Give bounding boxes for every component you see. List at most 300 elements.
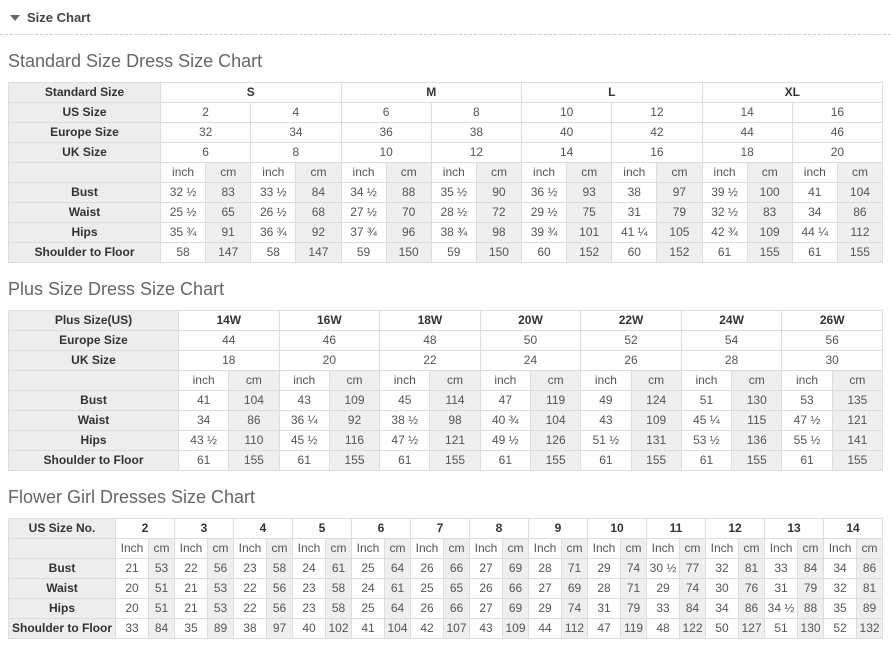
measure-value-cell: 26 — [411, 599, 444, 619]
measure-value-cell: 98 — [430, 411, 480, 431]
measure-value-cell: 79 — [621, 599, 647, 619]
measure-value-cell: 155 — [832, 451, 882, 471]
accordion-title: Size Chart — [27, 10, 91, 25]
measure-value-cell: 61 — [326, 559, 352, 579]
measure-value-cell: 34 — [706, 599, 739, 619]
measure-value-cell: 72 — [476, 203, 521, 223]
measure-value-cell: 83 — [747, 203, 792, 223]
measure-value-cell: 104 — [837, 183, 882, 203]
measure-value-cell: 35 ½ — [431, 183, 476, 203]
measure-value-cell: 84 — [680, 599, 706, 619]
measure-value-cell: 60 — [612, 243, 657, 263]
measure-value-cell: 59 — [341, 243, 386, 263]
measure-value-cell: 40 ¾ — [480, 411, 530, 431]
measure-value-cell: 43 ½ — [179, 431, 229, 451]
measure-value-cell: 155 — [329, 451, 379, 471]
size-value-cell: 46 — [792, 123, 882, 143]
measure-value-cell: 152 — [657, 243, 702, 263]
measure-value-cell: 39 ½ — [702, 183, 747, 203]
measure-value-cell: 32 ½ — [702, 203, 747, 223]
measure-value-cell: 84 — [798, 559, 824, 579]
measure-value-cell: 38 — [234, 619, 267, 639]
measure-value-cell: 30 ½ — [647, 559, 680, 579]
size-value-cell: 2 — [161, 103, 251, 123]
measure-value-cell: 56 — [267, 579, 293, 599]
unit-cm-cell: cm — [296, 163, 341, 183]
measurement-row — [9, 431, 883, 451]
unit-inch-cell: Inch — [588, 539, 621, 559]
measure-value-cell: 50 — [706, 619, 739, 639]
measure-value-cell: 58 — [267, 559, 293, 579]
measure-value-cell: 86 — [857, 559, 883, 579]
measure-value-cell: 90 — [476, 183, 521, 203]
row-label-cell: Shoulder to Floor — [9, 451, 179, 471]
size-value-cell: 44 — [702, 123, 792, 143]
measure-value-cell: 88 — [386, 183, 431, 203]
measure-value-cell: 112 — [562, 619, 588, 639]
measure-value-cell: 31 — [765, 579, 798, 599]
measure-value-cell: 21 — [175, 579, 208, 599]
measure-value-cell: 25 — [352, 559, 385, 579]
standard-size-table — [8, 82, 883, 263]
measure-value-cell: 20 — [116, 599, 149, 619]
measure-value-cell: 150 — [386, 243, 431, 263]
unit-cm-cell: cm — [747, 163, 792, 183]
unit-cm-cell: cm — [732, 371, 782, 391]
measure-value-cell: 86 — [739, 599, 765, 619]
measure-value-cell: 119 — [530, 391, 580, 411]
measure-value-cell: 155 — [530, 451, 580, 471]
measure-value-cell: 48 — [647, 619, 680, 639]
size-value-cell: 42 — [612, 123, 702, 143]
measure-value-cell: 110 — [229, 431, 279, 451]
measure-value-cell: 81 — [739, 559, 765, 579]
size-value-cell: 28 — [681, 351, 782, 371]
size-value-cell: 56 — [782, 331, 883, 351]
size-value-cell: 34 — [251, 123, 341, 143]
measure-value-cell: 51 — [765, 619, 798, 639]
measure-value-cell: 53 ½ — [681, 431, 731, 451]
measure-value-cell: 34 — [824, 559, 857, 579]
unit-inch-cell: inch — [431, 163, 476, 183]
measure-value-cell: 122 — [680, 619, 706, 639]
unit-cm-cell: cm — [562, 539, 588, 559]
measure-value-cell: 28 — [529, 559, 562, 579]
unit-inch-cell: Inch — [175, 539, 208, 559]
size-value-cell: 16 — [792, 103, 882, 123]
measure-value-cell: 58 — [326, 599, 352, 619]
measure-value-cell: 68 — [296, 203, 341, 223]
unit-cm-cell: cm — [329, 371, 379, 391]
measure-value-cell: 121 — [832, 411, 882, 431]
measure-value-cell: 27 — [470, 599, 503, 619]
measure-value-cell: 74 — [621, 559, 647, 579]
measure-value-cell: 104 — [530, 411, 580, 431]
measure-value-cell: 40 — [293, 619, 326, 639]
measure-value-cell: 66 — [444, 599, 470, 619]
measure-value-cell: 127 — [739, 619, 765, 639]
measure-value-cell: 38 — [612, 183, 657, 203]
size-value-cell: 18 — [702, 143, 792, 163]
table-row — [9, 519, 883, 539]
measure-value-cell: 58 — [251, 243, 296, 263]
size-group-cell: 3 — [175, 519, 234, 539]
measure-value-cell: 141 — [832, 431, 882, 451]
row-label-cell: Hips — [9, 223, 161, 243]
measure-value-cell: 92 — [296, 223, 341, 243]
measure-value-cell: 83 — [206, 183, 251, 203]
measure-value-cell: 64 — [385, 599, 411, 619]
measure-value-cell: 39 ¾ — [522, 223, 567, 243]
measure-value-cell: 92 — [329, 411, 379, 431]
measure-value-cell: 88 — [798, 599, 824, 619]
size-value-cell: 50 — [480, 331, 581, 351]
measure-value-cell: 114 — [430, 391, 480, 411]
measure-value-cell: 155 — [229, 451, 279, 471]
measure-value-cell: 45 ½ — [279, 431, 329, 451]
measure-value-cell: 35 — [824, 599, 857, 619]
measure-value-cell: 32 — [706, 559, 739, 579]
measure-value-cell: 130 — [798, 619, 824, 639]
measure-value-cell: 43 — [279, 391, 329, 411]
unit-inch-cell: Inch — [529, 539, 562, 559]
table-row — [9, 351, 883, 371]
measure-value-cell: 32 ½ — [161, 183, 206, 203]
unit-cm-cell: cm — [631, 371, 681, 391]
measure-value-cell: 130 — [732, 391, 782, 411]
measure-value-cell: 53 — [149, 559, 175, 579]
measure-value-cell: 22 — [234, 579, 267, 599]
measure-value-cell: 23 — [234, 559, 267, 579]
measure-value-cell: 33 — [765, 559, 798, 579]
measure-value-cell: 79 — [798, 579, 824, 599]
measure-value-cell: 89 — [857, 599, 883, 619]
unit-inch-cell: Inch — [647, 539, 680, 559]
size-group-cell: 9 — [529, 519, 588, 539]
measure-value-cell: 52 — [824, 619, 857, 639]
size-value-cell: 6 — [341, 103, 431, 123]
unit-inch-cell: inch — [341, 163, 386, 183]
measure-value-cell: 30 — [706, 579, 739, 599]
unit-inch-cell: Inch — [706, 539, 739, 559]
unit-row-corner-cell — [9, 163, 161, 183]
unit-row-corner-cell — [9, 371, 179, 391]
measure-value-cell: 21 — [116, 559, 149, 579]
size-group-cell: 24W — [681, 311, 782, 331]
measure-value-cell: 150 — [476, 243, 521, 263]
size-value-cell: 38 — [431, 123, 521, 143]
measure-value-cell: 104 — [229, 391, 279, 411]
measure-value-cell: 91 — [206, 223, 251, 243]
unit-cm-cell: cm — [229, 371, 279, 391]
flower-girl-section — [8, 487, 883, 639]
measure-value-cell: 37 ¾ — [341, 223, 386, 243]
measure-value-cell: 61 — [792, 243, 837, 263]
measurement-row — [9, 559, 883, 579]
measure-value-cell: 26 — [470, 579, 503, 599]
measure-value-cell: 79 — [657, 203, 702, 223]
size-group-cell: 10 — [588, 519, 647, 539]
measure-value-cell: 112 — [837, 223, 882, 243]
measure-value-cell: 22 — [234, 599, 267, 619]
row-label-cell: Europe Size — [9, 331, 179, 351]
measure-value-cell: 24 — [352, 579, 385, 599]
size-value-cell: 36 — [341, 123, 431, 143]
measurement-row — [9, 599, 883, 619]
measure-value-cell: 76 — [739, 579, 765, 599]
size-group-cell: 4 — [234, 519, 293, 539]
measure-value-cell: 61 — [380, 451, 430, 471]
measure-value-cell: 24 — [293, 559, 326, 579]
plus-size-table — [8, 310, 883, 471]
size-group-cell: 22W — [581, 311, 682, 331]
measure-value-cell: 25 ½ — [161, 203, 206, 223]
measure-value-cell: 36 ¾ — [251, 223, 296, 243]
measure-value-cell: 152 — [567, 243, 612, 263]
size-value-cell: 46 — [279, 331, 380, 351]
measure-value-cell: 61 — [480, 451, 530, 471]
measure-value-cell: 26 ½ — [251, 203, 296, 223]
unit-cm-cell: cm — [857, 539, 883, 559]
unit-cm-cell: cm — [503, 539, 529, 559]
row-label-cell: Standard Size — [9, 83, 161, 103]
size-group-cell: M — [341, 83, 522, 103]
size-value-cell: 20 — [279, 351, 380, 371]
unit-cm-cell: cm — [386, 163, 431, 183]
size-value-cell: 12 — [612, 103, 702, 123]
measure-value-cell: 41 ¼ — [612, 223, 657, 243]
row-label-cell: UK Size — [9, 143, 161, 163]
measure-value-cell: 27 ½ — [341, 203, 386, 223]
unit-inch-cell: inch — [161, 163, 206, 183]
row-label-cell: Bust — [9, 183, 161, 203]
unit-cm-cell: cm — [798, 539, 824, 559]
measure-value-cell: 34 ½ — [341, 183, 386, 203]
measure-value-cell: 135 — [832, 391, 882, 411]
measurement-row — [9, 619, 883, 639]
measure-value-cell: 27 — [529, 579, 562, 599]
measure-value-cell: 38 ½ — [380, 411, 430, 431]
measure-value-cell: 47 ½ — [782, 411, 832, 431]
measure-value-cell: 58 — [326, 579, 352, 599]
size-value-cell: 12 — [431, 143, 521, 163]
row-label-cell: US Size No. — [9, 519, 116, 539]
unit-inch-cell: inch — [612, 163, 657, 183]
unit-inch-cell: Inch — [234, 539, 267, 559]
measure-value-cell: 45 — [380, 391, 430, 411]
row-label-cell: Bust — [9, 391, 179, 411]
measure-value-cell: 31 — [588, 599, 621, 619]
measure-value-cell: 70 — [386, 203, 431, 223]
measure-value-cell: 20 — [116, 579, 149, 599]
measure-value-cell: 34 — [792, 203, 837, 223]
size-group-cell: 13 — [765, 519, 824, 539]
unit-inch-cell: Inch — [765, 539, 798, 559]
measure-value-cell: 21 — [175, 599, 208, 619]
standard-size-section — [8, 51, 883, 263]
size-value-cell: 4 — [251, 103, 341, 123]
measure-value-cell: 121 — [430, 431, 480, 451]
measure-value-cell: 58 — [161, 243, 206, 263]
row-label-cell: US Size — [9, 103, 161, 123]
measure-value-cell: 115 — [732, 411, 782, 431]
size-value-cell: 24 — [480, 351, 581, 371]
measure-value-cell: 33 — [116, 619, 149, 639]
size-group-cell: L — [522, 83, 703, 103]
triangle-down-icon — [10, 15, 20, 21]
table-row — [9, 311, 883, 331]
measure-value-cell: 86 — [837, 203, 882, 223]
measure-value-cell: 61 — [782, 451, 832, 471]
measure-value-cell: 29 — [647, 579, 680, 599]
measure-value-cell: 33 — [647, 599, 680, 619]
size-group-cell: 26W — [782, 311, 883, 331]
unit-cm-cell: cm — [657, 163, 702, 183]
measure-value-cell: 132 — [857, 619, 883, 639]
unit-cm-cell: cm — [567, 163, 612, 183]
row-label-cell: Bust — [9, 559, 116, 579]
measure-value-cell: 66 — [503, 579, 529, 599]
unit-cm-cell: cm — [326, 539, 352, 559]
unit-cm-cell: cm — [530, 371, 580, 391]
measurement-row — [9, 203, 883, 223]
measure-value-cell: 89 — [208, 619, 234, 639]
unit-cm-cell: cm — [837, 163, 882, 183]
unit-inch-cell: inch — [279, 371, 329, 391]
unit-inch-cell: Inch — [824, 539, 857, 559]
measurement-row — [9, 223, 883, 243]
unit-cm-cell: cm — [430, 371, 480, 391]
measure-value-cell: 93 — [567, 183, 612, 203]
size-group-cell: 14 — [824, 519, 883, 539]
unit-inch-cell: inch — [702, 163, 747, 183]
measure-value-cell: 109 — [329, 391, 379, 411]
measure-value-cell: 61 — [581, 451, 631, 471]
table-row — [9, 83, 883, 103]
size-group-cell: 6 — [352, 519, 411, 539]
measure-value-cell: 45 ¼ — [681, 411, 731, 431]
measure-value-cell: 31 — [612, 203, 657, 223]
unit-cm-cell: cm — [206, 163, 251, 183]
row-label-cell: Shoulder to Floor — [9, 243, 161, 263]
measure-value-cell: 155 — [732, 451, 782, 471]
measure-value-cell: 66 — [444, 559, 470, 579]
unit-inch-cell: inch — [681, 371, 731, 391]
measure-value-cell: 61 — [279, 451, 329, 471]
measure-value-cell: 44 ¼ — [792, 223, 837, 243]
measure-value-cell: 41 — [352, 619, 385, 639]
size-chart-accordion-header[interactable] — [8, 6, 883, 25]
unit-inch-cell: inch — [179, 371, 229, 391]
unit-row — [9, 163, 883, 183]
row-label-cell: Waist — [9, 203, 161, 223]
size-value-cell: 48 — [380, 331, 481, 351]
size-value-cell: 8 — [431, 103, 521, 123]
measure-value-cell: 147 — [296, 243, 341, 263]
measurement-row — [9, 451, 883, 471]
measure-value-cell: 155 — [631, 451, 681, 471]
measure-value-cell: 41 — [179, 391, 229, 411]
unit-inch-cell: inch — [581, 371, 631, 391]
measure-value-cell: 35 ¾ — [161, 223, 206, 243]
measure-value-cell: 51 — [149, 579, 175, 599]
row-label-cell: Plus Size(US) — [9, 311, 179, 331]
measure-value-cell: 42 — [411, 619, 444, 639]
measure-value-cell: 71 — [562, 559, 588, 579]
unit-inch-cell: Inch — [116, 539, 149, 559]
measure-value-cell: 97 — [657, 183, 702, 203]
unit-row-corner-cell — [9, 539, 116, 559]
measure-value-cell: 74 — [562, 599, 588, 619]
measurement-row — [9, 243, 883, 263]
table-row — [9, 123, 883, 143]
size-value-cell: 44 — [179, 331, 280, 351]
unit-cm-cell: cm — [476, 163, 521, 183]
measure-value-cell: 55 ½ — [782, 431, 832, 451]
standard-size-heading: Standard Size Dress Size Chart — [8, 51, 263, 71]
table-row — [9, 143, 883, 163]
unit-inch-cell: Inch — [470, 539, 503, 559]
measure-value-cell: 42 ¾ — [702, 223, 747, 243]
unit-row — [9, 371, 883, 391]
size-group-cell: 16W — [279, 311, 380, 331]
measure-value-cell: 53 — [782, 391, 832, 411]
measure-value-cell: 29 ½ — [522, 203, 567, 223]
measure-value-cell: 51 — [149, 599, 175, 619]
measure-value-cell: 155 — [747, 243, 792, 263]
unit-inch-cell: inch — [522, 163, 567, 183]
measure-value-cell: 61 — [179, 451, 229, 471]
unit-inch-cell: inch — [380, 371, 430, 391]
size-value-cell: 18 — [179, 351, 280, 371]
unit-cm-cell: cm — [444, 539, 470, 559]
measurement-row — [9, 391, 883, 411]
measure-value-cell: 107 — [444, 619, 470, 639]
size-group-cell: 8 — [470, 519, 529, 539]
measure-value-cell: 22 — [175, 559, 208, 579]
measure-value-cell: 84 — [296, 183, 341, 203]
unit-inch-cell: inch — [782, 371, 832, 391]
size-group-cell: 12 — [706, 519, 765, 539]
measure-value-cell: 61 — [681, 451, 731, 471]
unit-inch-cell: inch — [480, 371, 530, 391]
measure-value-cell: 109 — [503, 619, 529, 639]
size-value-cell: 10 — [341, 143, 431, 163]
row-label-cell: Europe Size — [9, 123, 161, 143]
measure-value-cell: 44 — [529, 619, 562, 639]
unit-inch-cell: inch — [792, 163, 837, 183]
flower-girl-table — [8, 518, 883, 639]
measure-value-cell: 35 — [175, 619, 208, 639]
plus-size-heading: Plus Size Dress Size Chart — [8, 279, 225, 299]
size-value-cell: 52 — [581, 331, 682, 351]
size-value-cell: 20 — [792, 143, 882, 163]
plus-size-section — [8, 279, 883, 471]
measure-value-cell: 69 — [503, 599, 529, 619]
size-group-cell: XL — [702, 83, 883, 103]
measure-value-cell: 27 — [470, 559, 503, 579]
row-label-cell: UK Size — [9, 351, 179, 371]
size-value-cell: 26 — [581, 351, 682, 371]
measure-value-cell: 56 — [267, 599, 293, 619]
measure-value-cell: 34 — [179, 411, 229, 431]
measure-value-cell: 61 — [385, 579, 411, 599]
measure-value-cell: 126 — [530, 431, 580, 451]
measure-value-cell: 77 — [680, 559, 706, 579]
measure-value-cell: 33 ½ — [251, 183, 296, 203]
measure-value-cell: 36 ¼ — [279, 411, 329, 431]
size-value-cell: 40 — [522, 123, 612, 143]
